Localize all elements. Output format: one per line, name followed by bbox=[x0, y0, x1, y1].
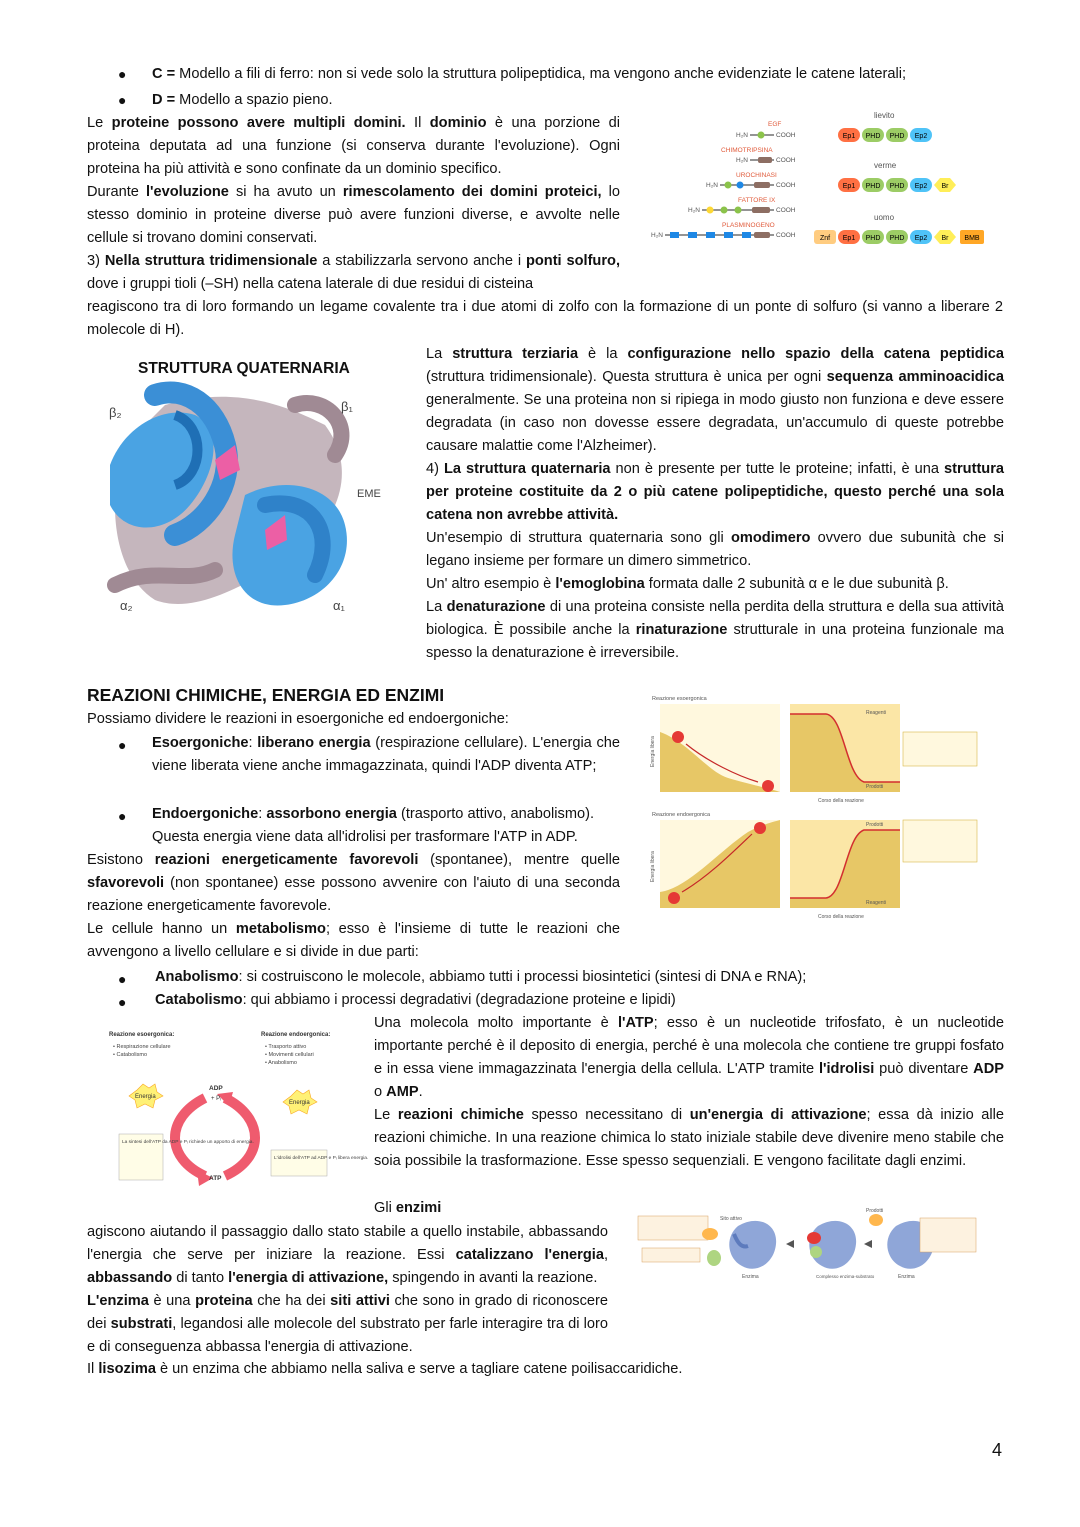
bullet-esoergoniche: Esoergoniche: liberano energia (respirazione cellulare). L'energia che viene liberata viene anche immagazzinata, quindi l'ADP diventa ATP; bbox=[152, 735, 620, 774]
svg-text:Ep1: Ep1 bbox=[842, 183, 856, 190]
label-eme: EME bbox=[357, 488, 381, 500]
svg-text:Ep2: Ep2 bbox=[914, 133, 928, 140]
svg-text:H₂N: H₂N bbox=[706, 182, 718, 189]
svg-text:L'idrolisi dell'ATP ad ADP e P: L'idrolisi dell'ATP ad ADP e Pᵢ libera energia. bbox=[274, 1156, 369, 1161]
svg-text:ATP: ATP bbox=[209, 1175, 222, 1182]
enzimi-paragraph: agiscono aiutando il passaggio dallo stato stabile a quello instabile, abbassando l'energia che serve per iniziare la reazione. Essi catalizzano l'energia, abbassando di tanto l'energia di attivazione, spingendo in avanti la reazione. L'enzima è una proteina che ha dei siti attivi che sono in grado di riconoscere dei substrati, legandosi alle molecole del substrato per farle interagire tra di loro e di conseguenza abbassa l'energia di attivazione. bbox=[87, 1224, 609, 1355]
svg-text:UROCHINASI: UROCHINASI bbox=[736, 172, 777, 179]
svg-text:PHD: PHD bbox=[865, 183, 881, 190]
bullet-dot: ● bbox=[118, 994, 127, 1010]
bullet-dot: ● bbox=[118, 971, 127, 987]
energy-reactions-figure bbox=[648, 692, 988, 922]
species-verme: verme bbox=[874, 161, 897, 170]
svg-text:Reazione endoergonica:: Reazione endoergonica: bbox=[261, 1032, 331, 1038]
svg-text:Sito attivo: Sito attivo bbox=[720, 1216, 742, 1222]
species-uomo: uomo bbox=[874, 213, 895, 222]
verme-domains bbox=[838, 178, 956, 192]
svg-text:Complesso enzima-substrato: Complesso enzima-substrato bbox=[816, 1274, 875, 1279]
bullet-anabolismo: Anabolismo: si costruiscono le molecole, abbiamo tutti i processi biosintetici (sintesi di DNA e RNA); bbox=[155, 969, 807, 985]
atp-cycle-figure bbox=[105, 1028, 369, 1193]
svg-text:• Trasporto attivo: • Trasporto attivo bbox=[265, 1044, 307, 1050]
svg-text:Ep1: Ep1 bbox=[842, 235, 856, 242]
bullet-c: C = Modello a fili di ferro: non si vede solo la struttura polipeptidica, ma vengono anche evidenziate le catene laterali; bbox=[152, 66, 907, 82]
bullet-catabolismo: Catabolismo: qui abbiamo i processi degradativi (degradazione proteine e lipidi) bbox=[155, 992, 676, 1008]
enzyme-figure bbox=[638, 1204, 983, 1286]
domain-chain-fattore-ix bbox=[688, 197, 796, 214]
svg-text:Br: Br bbox=[941, 183, 949, 190]
svg-text:• Catabolismo: • Catabolismo bbox=[113, 1052, 148, 1058]
svg-text:Enzima: Enzima bbox=[742, 1274, 759, 1280]
lisozima-paragraph: Il lisozima è un enzima che abbiamo nella saliva e serve a tagliare catene poilisaccaridiche. bbox=[87, 1361, 683, 1377]
svg-text:• Respirazione cellulare: • Respirazione cellulare bbox=[113, 1044, 171, 1050]
domains-paragraph: Le proteine possono avere multipli domini. Il dominio è una porzione di proteina deputata ad una funzione (si conserva durante l'evoluzione). Ogni proteina ha più attività e sono confinate da un dominio specifico. Durante l'evoluzione si ha avuto un rimescolamento dei domini proteici, lo stesso dominio in proteine diverse può avere funzioni diverse, e avvolte nelle cellule si trovano domini conservati. 3) Nella struttura tridimensionale a stabilizzarla servono anche i ponti solfuro, dove i gruppi tioli (–SH) nella catena laterale di due residui di cisteina bbox=[87, 115, 621, 292]
svg-text:H₂N: H₂N bbox=[736, 132, 748, 139]
svg-text:Br: Br bbox=[941, 235, 949, 242]
svg-text:ADP: ADP bbox=[209, 1085, 223, 1092]
endo-title: Reazione endoergonica bbox=[652, 812, 711, 818]
svg-text:Znf: Znf bbox=[819, 235, 831, 242]
svg-text:PHD: PHD bbox=[889, 133, 905, 140]
svg-text:PHD: PHD bbox=[865, 133, 881, 140]
svg-text:H₂N: H₂N bbox=[688, 207, 700, 214]
svg-text:COOH: COOH bbox=[776, 232, 796, 239]
svg-text:Ep1: Ep1 bbox=[842, 133, 856, 140]
svg-text:Ep2: Ep2 bbox=[914, 235, 928, 242]
svg-text:COOH: COOH bbox=[776, 182, 796, 189]
enzimi-paragraph-head: Gli enzimi bbox=[374, 1200, 442, 1216]
bullet-dot: ● bbox=[118, 808, 127, 824]
svg-text:• Movimenti cellulari: • Movimenti cellulari bbox=[265, 1052, 314, 1058]
exo-title: Reazione esoergonica bbox=[652, 696, 707, 702]
svg-text:Prodotti: Prodotti bbox=[866, 784, 884, 790]
svg-text:Energia: Energia bbox=[135, 1094, 156, 1100]
species-lievito: lievito bbox=[874, 111, 895, 120]
svg-text:+ Pᵢ: + Pᵢ bbox=[211, 1096, 222, 1102]
svg-text:Prodotti: Prodotti bbox=[866, 1208, 884, 1214]
section-heading: REAZIONI CHIMICHE, ENERGIA ED ENZIMI bbox=[87, 685, 445, 705]
domain-chain-urochinasi bbox=[706, 172, 796, 189]
svg-text:La sintesi dell'ATP da ADP e P: La sintesi dell'ATP da ADP e Pᵢ richiede un apporto di energia. bbox=[122, 1140, 254, 1145]
label-alpha1: α₁ bbox=[333, 598, 345, 613]
svg-text:H₂N: H₂N bbox=[736, 157, 748, 164]
bullet-d: D = Modello a spazio pieno. bbox=[152, 92, 333, 108]
favorevoli-paragraph: Esistono reazioni energeticamente favorevoli (spontanee), mentre quelle sfavorevoli (non spontanee) esse possono avvenire con l'aiuto di una seconda reazione energeticamente favorevole. Le cellule hanno un metabolismo; esso è l'insieme di tutte le reazioni che avvengono a livello cellulare e si divide in due parti: bbox=[87, 852, 620, 960]
svg-text:Corso della reazione: Corso della reazione bbox=[818, 914, 864, 920]
page-number: 4 bbox=[991, 1440, 1002, 1460]
svg-text:Reagenti: Reagenti bbox=[866, 900, 887, 906]
svg-text:Energia: Energia bbox=[289, 1100, 310, 1106]
domain-chain-egf bbox=[736, 121, 796, 139]
hemoglobin-figure bbox=[95, 385, 395, 620]
domain-chain-chimotripsina bbox=[721, 147, 796, 164]
svg-text:Corso della reazione: Corso della reazione bbox=[818, 798, 864, 804]
protein-domains-figure bbox=[648, 108, 998, 248]
bullet-endoergoniche: Endoergoniche: assorbono energia (trasporto attivo, anabolismo). Questa energia viene data all'idrolisi per trasformare l'ATP in ADP. bbox=[152, 806, 595, 845]
svg-text:PHD: PHD bbox=[889, 235, 905, 242]
domain-chain-plasminogeno bbox=[651, 222, 796, 239]
svg-text:PHD: PHD bbox=[889, 183, 905, 190]
structure-paragraphs: La struttura terziaria è la configurazione nello spazio della catena peptidica (struttura tridimensionale). Questa struttura è unica per ogni sequenza amminoacidica generalmente. Se una proteina non si ripiega in modo giusto non funziona e deve essere degradata (in caso non dovesse essere degradata, un'accumulo di queste potrebbe causare malattie come l'Alzheimer). 4) La struttura quaternaria non è presente per tutte le proteine; infatti, è una struttura per proteine costituite da 2 o più catene polipeptidiche, questo perché una sola catena non avrebbe attività. Un'esempio di struttura quaternaria sono gli omodimero ovvero due subunità che si legano insieme per formare un dimero simmetrico. Un' altro esempio è l'emoglobina formata dalle 2 subunità α e le due subunità β. La denaturazione di una proteina consiste nella perdita della struttura e della sua attività biologica. È possibile anche la rinaturazione strutturale in una proteina funzionale ma spesso la denaturazione è irreversibile. bbox=[426, 346, 1005, 661]
atp-paragraphs: Una molecola molto importante è l'ATP; esso è un nucleotide trifosfato, è un nucleotide importante perché è il deposito di energia, perché è una molecola che contiene tre gruppi fosfato e in essa viene immagazzinata l'energia della cellula. L'ATP tramite l'idrolisi può diventare ADP o AMP. Le reazioni chimiche spesso necessitano di un'energia di attivazione; essa dà inizio alle reazioni chimiche. In una reazione chimica lo stato iniziale stabile deve divenire meno stabile che soia possibile la trasformazione. Esse spesso sequenziali. E vengono facilitate dagli enzimi. bbox=[374, 1015, 1005, 1169]
lievito-domains bbox=[838, 128, 932, 142]
svg-text:PLASMINOGENO: PLASMINOGENO bbox=[722, 222, 775, 229]
svg-text:Enzima: Enzima bbox=[898, 1274, 915, 1280]
svg-text:H₂N: H₂N bbox=[651, 232, 663, 239]
svg-text:COOH: COOH bbox=[776, 207, 796, 214]
bullet-dot: ● bbox=[118, 737, 127, 753]
svg-text:Reazione esoergonica:: Reazione esoergonica: bbox=[109, 1032, 175, 1038]
label-alpha2: α₂ bbox=[120, 598, 133, 613]
svg-text:CHIMOTRIPSINA: CHIMOTRIPSINA bbox=[721, 147, 773, 154]
svg-text:COOH: COOH bbox=[776, 157, 796, 164]
bullet-dot: ● bbox=[118, 66, 127, 82]
svg-text:• Anabolismo: • Anabolismo bbox=[265, 1060, 297, 1066]
svg-text:Energia libera: Energia libera bbox=[650, 736, 656, 767]
svg-text:FATTORE IX: FATTORE IX bbox=[738, 197, 776, 204]
svg-text:Ep2: Ep2 bbox=[914, 183, 928, 190]
svg-text:EGF: EGF bbox=[768, 121, 782, 128]
label-beta2: β₂ bbox=[109, 405, 122, 420]
svg-text:PHD: PHD bbox=[865, 235, 881, 242]
svg-text:COOH: COOH bbox=[776, 132, 796, 139]
quaternary-figure-title: STRUTTURA QUATERNARIA bbox=[138, 360, 350, 377]
svg-text:BMB: BMB bbox=[964, 235, 980, 242]
svg-text:Reagenti: Reagenti bbox=[866, 710, 887, 716]
svg-text:Prodotti: Prodotti bbox=[866, 822, 884, 828]
uomo-domains bbox=[814, 230, 984, 244]
disulfide-paragraph: reagiscono tra di loro formando un legame covalente tra i due atomi di zolfo con la formazione di un ponte di solfuro (si vanno a liberare 2 molecole di H). bbox=[87, 299, 1003, 338]
bullet-dot: ● bbox=[118, 92, 127, 108]
reactions-intro: Possiamo dividere le reazioni in esoergoniche ed endoergoniche: bbox=[87, 711, 509, 727]
svg-text:Energia libera: Energia libera bbox=[650, 851, 656, 882]
label-beta1: β₁ bbox=[341, 399, 353, 414]
